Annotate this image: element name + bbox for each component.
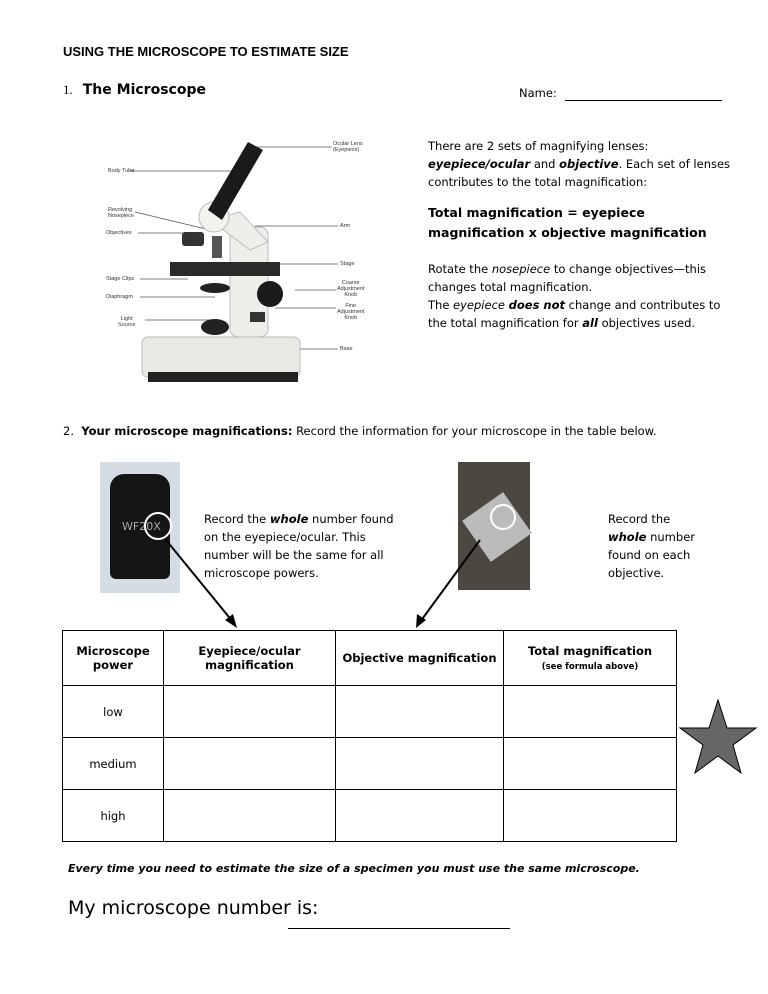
section2-heading: 2. Your microscope magnifications: Record the information for your microscope in the table below.	[63, 424, 657, 438]
header-eyepiece: Eyepiece/ocular magnification	[164, 631, 336, 686]
header-power: Microscope power	[63, 631, 164, 686]
microscope-number-field[interactable]	[288, 908, 510, 929]
cell-input[interactable]	[504, 738, 677, 790]
label-nosepiece: Revolving Nosepiece	[108, 207, 134, 219]
cell-input[interactable]	[164, 686, 336, 738]
label-arm: Arm	[340, 223, 351, 229]
label-body-tube: Body Tube	[108, 168, 135, 174]
name-label: Name:	[519, 86, 557, 100]
cell-input[interactable]	[336, 686, 504, 738]
page-title: USING THE MICROSCOPE TO ESTIMATE SIZE	[63, 44, 349, 59]
header-total: Total magnification (see formula above)	[504, 631, 677, 686]
section1-heading: 1. The Microscope	[63, 82, 206, 98]
cell-input[interactable]	[336, 790, 504, 842]
label-stage: Stage	[340, 261, 355, 267]
cell-input[interactable]	[164, 790, 336, 842]
cell-input[interactable]	[504, 790, 677, 842]
arrow-to-objective-column	[420, 540, 480, 622]
table-row: low	[63, 686, 677, 738]
objective-note: Record the whole number found on each objective.	[608, 512, 695, 580]
cell-input[interactable]	[164, 738, 336, 790]
label-ocular: Ocular Lens (Eyepiece)	[333, 141, 363, 153]
nosepiece-note: Rotate the nosepiece to change objectives—this changes total magnification. The eyepiece does not change and contributes to the total magnification for all objectives used.	[428, 262, 721, 330]
magnification-table	[62, 630, 677, 842]
eyepiece-note: Record the whole number found on the eyepiece/ocular. This number will be the same for all microscope powers.	[204, 512, 394, 580]
cell-input[interactable]	[504, 686, 677, 738]
label-fine: Fine Adjustment Knob	[337, 303, 365, 321]
label-diaphragm: Diaphragm	[106, 294, 133, 300]
formula: Total magnification = eyepiece magnification x objective magnification	[428, 205, 707, 240]
label-objectives: Objectives	[106, 230, 132, 236]
header-objective: Objective magnification	[336, 631, 504, 686]
arrow-to-eyepiece-column	[166, 540, 233, 622]
footer-note: Every time you need to estimate the size of a specimen you must use the same microscope.	[68, 862, 640, 875]
label-coarse: Coarse Adjustment Knob	[337, 280, 365, 298]
intro-paragraph: There are 2 sets of magnifying lenses: eyepiece/ocular and objective. Each set of lenses contributes to the total magnification:	[428, 139, 731, 189]
table-row: medium	[63, 738, 677, 790]
cell-input[interactable]	[336, 738, 504, 790]
eyepiece-marking: WF20X	[122, 520, 161, 533]
microscope-number-label: My microscope number is:	[68, 897, 319, 919]
label-light-source: Light Source	[118, 316, 136, 328]
star-icon	[680, 700, 756, 773]
label-stage-clips: Stage Clips	[106, 276, 135, 282]
label-base: Base	[340, 346, 353, 352]
table-row: high	[63, 790, 677, 842]
